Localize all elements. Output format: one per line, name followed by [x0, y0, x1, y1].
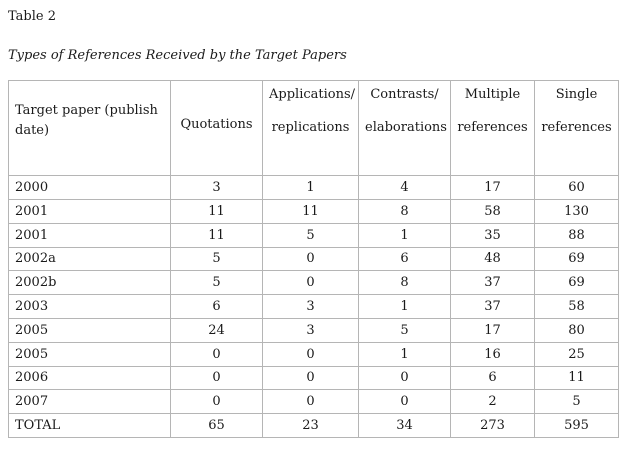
table-body	[9, 176, 619, 438]
cell-applications: 3	[263, 318, 359, 342]
table-row	[9, 271, 619, 295]
header-single-line2: references	[541, 120, 612, 135]
header-target-paper-label: Target paper (publish date)	[15, 103, 158, 138]
cell-quotations: 11	[171, 223, 263, 247]
table-row	[9, 390, 619, 414]
header-contrasts-line1: Contrasts/	[370, 87, 439, 102]
total-row	[9, 414, 619, 438]
header-applications	[263, 81, 359, 176]
cell-multiple: 58	[451, 199, 535, 223]
cell-applications: 0	[263, 247, 359, 271]
header-single-line1: Single	[555, 87, 598, 102]
cell-applications: 1	[263, 176, 359, 200]
cell-target-paper: TOTAL	[9, 414, 171, 438]
cell-target-paper: 2003	[9, 295, 171, 319]
cell-quotations: 5	[171, 247, 263, 271]
cell-multiple: 273	[451, 414, 535, 438]
header-multiple	[451, 81, 535, 176]
cell-contrasts: 0	[359, 366, 451, 390]
cell-quotations: 6	[171, 295, 263, 319]
cell-quotations: 5	[171, 271, 263, 295]
cell-target-paper: 2006	[9, 366, 171, 390]
cell-applications: 5	[263, 223, 359, 247]
cell-applications: 23	[263, 414, 359, 438]
cell-applications: 11	[263, 199, 359, 223]
cell-quotations: 0	[171, 366, 263, 390]
cell-contrasts: 8	[359, 199, 451, 223]
table-row	[9, 366, 619, 390]
cell-contrasts: 6	[359, 247, 451, 271]
cell-single: 25	[535, 342, 619, 366]
table-caption: Types of References Received by the Target Papers	[8, 48, 347, 63]
header-contrasts-line2: elaborations	[365, 120, 447, 135]
cell-contrasts: 1	[359, 223, 451, 247]
header-applications-line2: replications	[271, 120, 350, 135]
cell-single: 595	[535, 414, 619, 438]
cell-applications: 0	[263, 366, 359, 390]
header-multiple-line2: references	[457, 120, 528, 135]
cell-contrasts: 34	[359, 414, 451, 438]
cell-target-paper: 2000	[9, 176, 171, 200]
table-row	[9, 199, 619, 223]
cell-applications: 0	[263, 390, 359, 414]
table-row	[9, 176, 619, 200]
cell-quotations: 0	[171, 342, 263, 366]
header-target-paper	[9, 81, 171, 176]
cell-single: 130	[535, 199, 619, 223]
cell-single: 69	[535, 247, 619, 271]
cell-quotations: 0	[171, 390, 263, 414]
table-row	[9, 223, 619, 247]
header-quotations	[171, 81, 263, 176]
cell-multiple: 17	[451, 176, 535, 200]
cell-target-paper: 2002b	[9, 271, 171, 295]
cell-multiple: 17	[451, 318, 535, 342]
cell-single: 60	[535, 176, 619, 200]
cell-multiple: 2	[451, 390, 535, 414]
cell-single: 5	[535, 390, 619, 414]
cell-contrasts: 1	[359, 342, 451, 366]
cell-contrasts: 5	[359, 318, 451, 342]
cell-applications: 0	[263, 342, 359, 366]
cell-multiple: 16	[451, 342, 535, 366]
cell-applications: 3	[263, 295, 359, 319]
cell-single: 69	[535, 271, 619, 295]
header-multiple-line1: Multiple	[464, 87, 521, 102]
cell-quotations: 24	[171, 318, 263, 342]
cell-multiple: 37	[451, 271, 535, 295]
header-single	[535, 81, 619, 176]
cell-target-paper: 2001	[9, 223, 171, 247]
header-applications-line1: Applications/	[269, 87, 356, 102]
cell-applications: 0	[263, 271, 359, 295]
cell-multiple: 6	[451, 366, 535, 390]
cell-quotations: 11	[171, 199, 263, 223]
cell-multiple: 48	[451, 247, 535, 271]
cell-contrasts: 1	[359, 295, 451, 319]
table-label: Table 2	[8, 9, 56, 24]
table-row	[9, 318, 619, 342]
cell-multiple: 35	[451, 223, 535, 247]
cell-single: 11	[535, 366, 619, 390]
cell-target-paper: 2001	[9, 199, 171, 223]
table-row	[9, 342, 619, 366]
references-table	[8, 80, 619, 438]
cell-single: 58	[535, 295, 619, 319]
header-quotations-label: Quotations	[180, 117, 253, 132]
cell-multiple: 37	[451, 295, 535, 319]
header-contrasts	[359, 81, 451, 176]
cell-target-paper: 2005	[9, 342, 171, 366]
cell-contrasts: 4	[359, 176, 451, 200]
table-row	[9, 295, 619, 319]
cell-contrasts: 8	[359, 271, 451, 295]
cell-quotations: 65	[171, 414, 263, 438]
cell-target-paper: 2002a	[9, 247, 171, 271]
cell-single: 80	[535, 318, 619, 342]
cell-contrasts: 0	[359, 390, 451, 414]
table-row	[9, 247, 619, 271]
cell-target-paper: 2005	[9, 318, 171, 342]
cell-single: 88	[535, 223, 619, 247]
header-row	[9, 81, 619, 176]
cell-quotations: 3	[171, 176, 263, 200]
cell-target-paper: 2007	[9, 390, 171, 414]
